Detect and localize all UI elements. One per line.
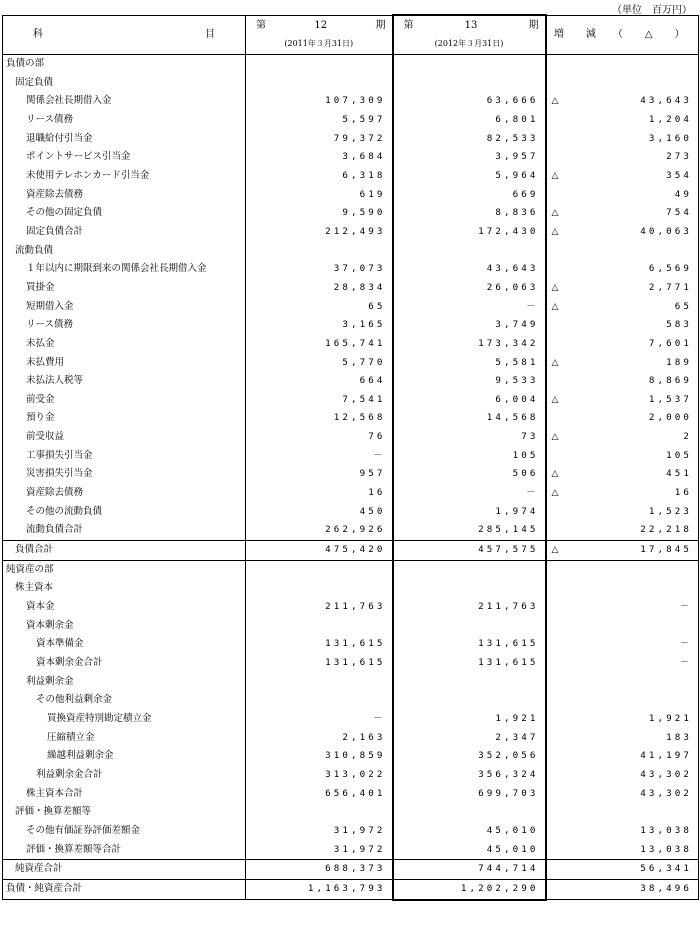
row-label: 工事損失引当金 [3,447,246,466]
decrease-triangle-mark: △ [551,432,559,443]
value-period-12: 957 [359,468,386,480]
value-difference [546,541,699,561]
difference-amount: 16 [674,487,692,499]
value-period-13: 173,342 [393,335,546,354]
difference-amount: 354 [666,169,692,181]
difference-amount: 8,869 [648,375,692,387]
decrease-triangle-mark: △ [551,545,559,556]
row-label: その他の固定負債 [3,204,246,223]
difference-amount: 43,302 [640,787,692,799]
value-period-13 [393,74,546,93]
row-label: 流動負債 [3,242,246,261]
header-p12-right: 期 [375,19,386,31]
table-row [3,242,699,261]
value-period-13: 744,714 [393,860,546,880]
row-label: 固定負債 [3,74,246,93]
difference-amount: 13,038 [640,843,692,855]
row-label: 負債合計 [3,541,246,561]
row-label: 未払費用 [3,354,246,373]
value-period-13 [393,55,546,74]
table-row [3,409,699,428]
difference-amount: 49 [674,188,692,200]
value-period-13: 5,581 [393,354,546,373]
decrease-triangle-mark: △ [551,301,559,312]
value-difference [546,635,699,654]
row-label: 資産除去債務 [3,484,246,503]
row-label: 株主資本 [3,579,246,598]
value-period-13: 356,324 [393,766,546,785]
value-period-12: 5,770 [342,356,386,368]
decrease-triangle-mark: △ [551,226,559,237]
header-p13-right: 期 [528,20,539,31]
header-account [3,15,246,55]
value-period-13 [393,579,546,598]
table-row [3,635,699,654]
decrease-triangle-mark: △ [551,394,559,405]
value-difference [546,803,699,822]
value-period-13: 43,643 [393,260,546,279]
value-period-12: 211,763 [325,601,386,613]
table-row [3,55,699,74]
value-period-12: 3,684 [342,151,386,163]
table-row [3,465,699,484]
row-label: 買換資産特別勘定積立金 [3,710,246,729]
value-period-13: 352,056 [393,747,546,766]
row-label: 固定負債合計 [3,223,246,242]
value-difference [546,579,699,598]
value-period-13 [393,803,546,822]
difference-amount: 1,921 [648,712,692,724]
value-period-12: 28,834 [333,281,386,293]
row-label: 未払法人税等 [3,372,246,391]
value-difference [546,747,699,766]
table-row [3,503,699,522]
value-difference [546,617,699,636]
value-period-12: 16 [368,487,386,499]
value-difference [546,409,699,428]
value-period-13: 3,957 [393,148,546,167]
value-period-12: 79,372 [333,132,386,144]
value-difference [546,860,699,880]
table-row [3,579,699,598]
difference-amount: 65 [674,300,692,312]
row-label: １年以内に期限到来の関係会社長期借入金 [3,260,246,279]
decrease-triangle-mark: △ [551,208,559,219]
value-difference [546,279,699,298]
header-account-right: 目 [205,28,215,40]
table-row [3,617,699,636]
row-label: 繰越利益剰余金 [3,747,246,766]
value-period-13 [393,242,546,261]
value-period-12 [246,803,393,822]
value-period-13: 5,964 [393,167,546,186]
value-period-13: 45,010 [393,822,546,841]
row-label: その他利益剰余金 [3,691,246,710]
table-row [3,822,699,841]
table-row [3,710,699,729]
value-difference [546,465,699,484]
value-period-13: 6,004 [393,391,546,410]
value-period-13: 1,921 [393,710,546,729]
value-difference [546,298,699,317]
row-label: 純資産の部 [3,560,246,579]
row-label: 資本剰余金 [3,617,246,636]
value-period-12: 475,420 [246,541,393,561]
difference-amount: 40,063 [640,225,692,237]
unit-note: （単位 百万円） [612,5,692,16]
value-difference [546,242,699,261]
table-row [3,766,699,785]
value-period-13: 2,347 [393,729,546,748]
value-period-12: 664 [359,375,386,387]
table-row [3,148,699,167]
value-difference [546,879,699,899]
value-difference [546,391,699,410]
row-label: 退職給付引当金 [3,130,246,149]
difference-amount: 43,643 [640,95,692,107]
difference-amount: 451 [666,468,692,480]
row-label: 短期借入金 [3,298,246,317]
table-row [3,673,699,692]
row-label: 評価・換算差額等 [3,803,246,822]
value-period-12: 688,373 [246,860,393,880]
table-row [3,785,699,804]
table-row [3,860,699,880]
value-period-13: 131,615 [393,635,546,654]
value-period-12: 65 [368,300,386,312]
table-row [3,521,699,540]
difference-amount: 273 [666,151,692,163]
value-period-12 [246,691,393,710]
row-label: リース債務 [3,111,246,130]
value-difference [546,691,699,710]
decrease-triangle-mark: △ [551,488,559,499]
value-period-13: 45,010 [393,841,546,860]
table-row [3,560,699,579]
table-row [3,111,699,130]
value-period-12: 131,615 [325,657,386,668]
value-period-13 [393,691,546,710]
difference-amount: － [679,638,692,650]
difference-amount: 2 [683,431,692,443]
decrease-triangle-mark: △ [551,357,559,368]
row-label: 株主資本合計 [3,785,246,804]
row-label: 利益剰余金 [3,673,246,692]
value-period-12: 12,568 [333,412,386,424]
table-header-row [3,15,699,55]
value-difference [546,130,699,149]
row-label: 流動負債合計 [3,521,246,540]
value-period-13 [393,617,546,636]
table-row [3,598,699,617]
header-period-12 [246,15,393,55]
table-row [3,841,699,860]
table-row [3,354,699,373]
table-row [3,541,699,561]
difference-amount: 1,523 [648,505,692,517]
row-label: 前受収益 [3,428,246,447]
row-label: 未使用テレホンカード引当金 [3,167,246,186]
value-difference [546,484,699,503]
row-label: 負債の部 [3,55,246,74]
row-label: 資本準備金 [3,635,246,654]
header-p12-mid: 12 [314,19,328,31]
value-period-12: 262,926 [325,524,386,536]
value-period-13: 506 [393,465,546,484]
table-row [3,654,699,673]
value-period-12 [246,74,393,93]
value-difference [546,428,699,447]
value-difference [546,260,699,279]
header-diff-label: 増 減 （ △ ） [553,28,691,40]
difference-amount: 13,038 [640,824,692,836]
difference-amount: 2,000 [648,412,692,424]
value-period-12 [246,579,393,598]
value-period-12 [246,55,393,74]
value-difference [546,447,699,466]
row-label: ポイントサービス引当金 [3,148,246,167]
value-difference [546,316,699,335]
value-period-13: 6,801 [393,111,546,130]
value-period-12 [246,673,393,692]
value-difference [546,710,699,729]
value-period-13: 131,615 [393,654,546,673]
table-row [3,447,699,466]
value-period-13: 3,749 [393,316,546,335]
difference-amount: 583 [666,319,692,331]
value-period-13: 1,974 [393,503,546,522]
value-period-13: 26,063 [393,279,546,298]
difference-amount: 754 [666,207,692,219]
difference-amount: 105 [666,449,692,461]
value-difference [546,55,699,74]
table-row [3,74,699,93]
decrease-triangle-mark: △ [551,282,559,293]
decrease-triangle-mark: △ [551,170,559,181]
value-period-12: 107,309 [325,95,386,107]
value-period-13: 105 [393,447,546,466]
row-label: 利益剰余金合計 [3,766,246,785]
difference-amount: 1,204 [648,113,692,125]
value-difference [546,74,699,93]
row-label: 資本剰余金合計 [3,654,246,673]
value-period-12 [246,560,393,579]
value-period-13: 285,145 [393,521,546,540]
value-difference [546,729,699,748]
value-period-12: 7,541 [342,393,386,405]
table-row [3,484,699,503]
table-row [3,729,699,748]
value-period-12: 6,318 [342,169,386,181]
row-label: 災害損失引当金 [3,465,246,484]
table-row [3,167,699,186]
difference-amount: 2,771 [648,281,692,293]
difference-amount: 3,160 [648,132,692,144]
row-label: 買掛金 [3,279,246,298]
value-period-13: 9,533 [393,372,546,391]
table-row [3,372,699,391]
value-period-13: 63,666 [393,92,546,111]
header-p13-left: 第 [403,20,414,31]
table-row [3,279,699,298]
value-period-12: 450 [359,505,386,517]
value-period-12: 1,163,793 [246,879,393,899]
value-period-12: 656,401 [325,787,386,799]
value-period-13: 82,533 [393,130,546,149]
value-period-13 [393,560,546,579]
difference-amount: 22,218 [640,524,692,536]
table-body [3,55,699,900]
row-label: 資産除去債務 [3,186,246,205]
value-difference [546,841,699,860]
row-label: 資本金 [3,598,246,617]
value-difference [546,521,699,540]
difference-amount: 189 [666,356,692,368]
value-period-13: 172,430 [393,223,546,242]
value-period-13: 14,568 [393,409,546,428]
header-p13-date: (2012年３月31日) [434,39,504,48]
table-row [3,186,699,205]
value-period-12: 131,615 [325,638,386,650]
value-difference [546,354,699,373]
row-label: 預り金 [3,409,246,428]
balance-sheet-table [2,14,699,901]
value-difference [546,372,699,391]
value-period-12: 313,022 [325,768,386,780]
difference-amount: 41,197 [640,750,692,762]
header-period-13 [393,15,546,55]
table-row [3,428,699,447]
value-period-13: － [393,484,546,503]
value-difference [546,335,699,354]
difference-amount: 183 [666,731,692,743]
value-period-12: 5,597 [342,113,386,125]
value-period-13: 211,763 [393,598,546,617]
row-label: 評価・換算差額等合計 [3,841,246,860]
difference-amount: 17,845 [640,544,692,556]
value-difference [546,766,699,785]
table-row [3,335,699,354]
value-difference [546,785,699,804]
value-period-13: 699,703 [393,785,546,804]
value-period-12: 619 [359,188,386,200]
value-difference [546,598,699,617]
value-period-12: 9,590 [342,207,386,219]
value-period-12: 2,163 [342,731,386,743]
value-difference [546,167,699,186]
row-label: 負債・純資産合計 [3,879,246,899]
value-difference [546,148,699,167]
difference-amount: 43,302 [640,768,692,780]
value-period-12: 31,972 [333,824,386,836]
value-difference [546,92,699,111]
difference-amount: 7,601 [648,337,692,349]
header-difference [546,15,699,55]
value-period-12: 37,073 [333,263,386,275]
header-p13-mid: 13 [464,20,478,31]
value-difference [546,111,699,130]
table-row [3,803,699,822]
table-row [3,223,699,242]
row-label: 未払金 [3,335,246,354]
table-row [3,92,699,111]
table-row [3,298,699,317]
value-period-12: 31,972 [333,843,386,855]
value-period-12: 76 [368,431,386,443]
table-row [3,691,699,710]
value-period-12: － [373,449,386,461]
header-p12-left: 第 [256,19,266,31]
value-period-13: 457,575 [393,541,546,561]
value-difference [546,560,699,579]
value-period-13: 669 [393,186,546,205]
header-account-left: 科 [33,28,43,40]
difference-amount: 38,496 [640,883,692,895]
row-label: その他有価証券評価差額金 [3,822,246,841]
row-label: 純資産合計 [3,860,246,880]
table-row [3,879,699,899]
value-difference [546,822,699,841]
value-difference [546,223,699,242]
table-row [3,316,699,335]
value-difference [546,186,699,205]
value-period-13: 73 [393,428,546,447]
table-row [3,204,699,223]
difference-amount: 1,537 [648,393,692,405]
difference-amount: － [679,601,692,613]
value-period-12: － [373,712,386,724]
decrease-triangle-mark: △ [551,96,559,107]
decrease-triangle-mark: △ [551,469,559,480]
table-row [3,130,699,149]
value-difference [546,204,699,223]
table-row [3,391,699,410]
value-difference [546,654,699,673]
value-period-12: 212,493 [325,225,386,237]
row-label: 前受金 [3,391,246,410]
difference-amount: 6,569 [648,263,692,275]
value-period-12: 310,859 [325,750,386,762]
row-label: リース債務 [3,316,246,335]
value-period-12: 165,741 [325,337,386,349]
difference-amount: 56,341 [640,863,692,875]
value-period-13: 1,202,290 [393,879,546,899]
value-period-13: － [393,298,546,317]
value-period-13: 8,836 [393,204,546,223]
table-row [3,747,699,766]
table-row [3,260,699,279]
row-label: その他の流動負債 [3,503,246,522]
row-label: 関係会社長期借入金 [3,92,246,111]
value-period-13 [393,673,546,692]
value-difference [546,673,699,692]
value-difference [546,503,699,522]
value-period-12 [246,617,393,636]
value-period-12 [246,242,393,261]
header-p12-date: (2011年３月31日) [284,38,354,48]
row-label: 圧縮積立金 [3,729,246,748]
value-period-12: 3,165 [342,319,386,331]
difference-amount: － [679,657,692,668]
